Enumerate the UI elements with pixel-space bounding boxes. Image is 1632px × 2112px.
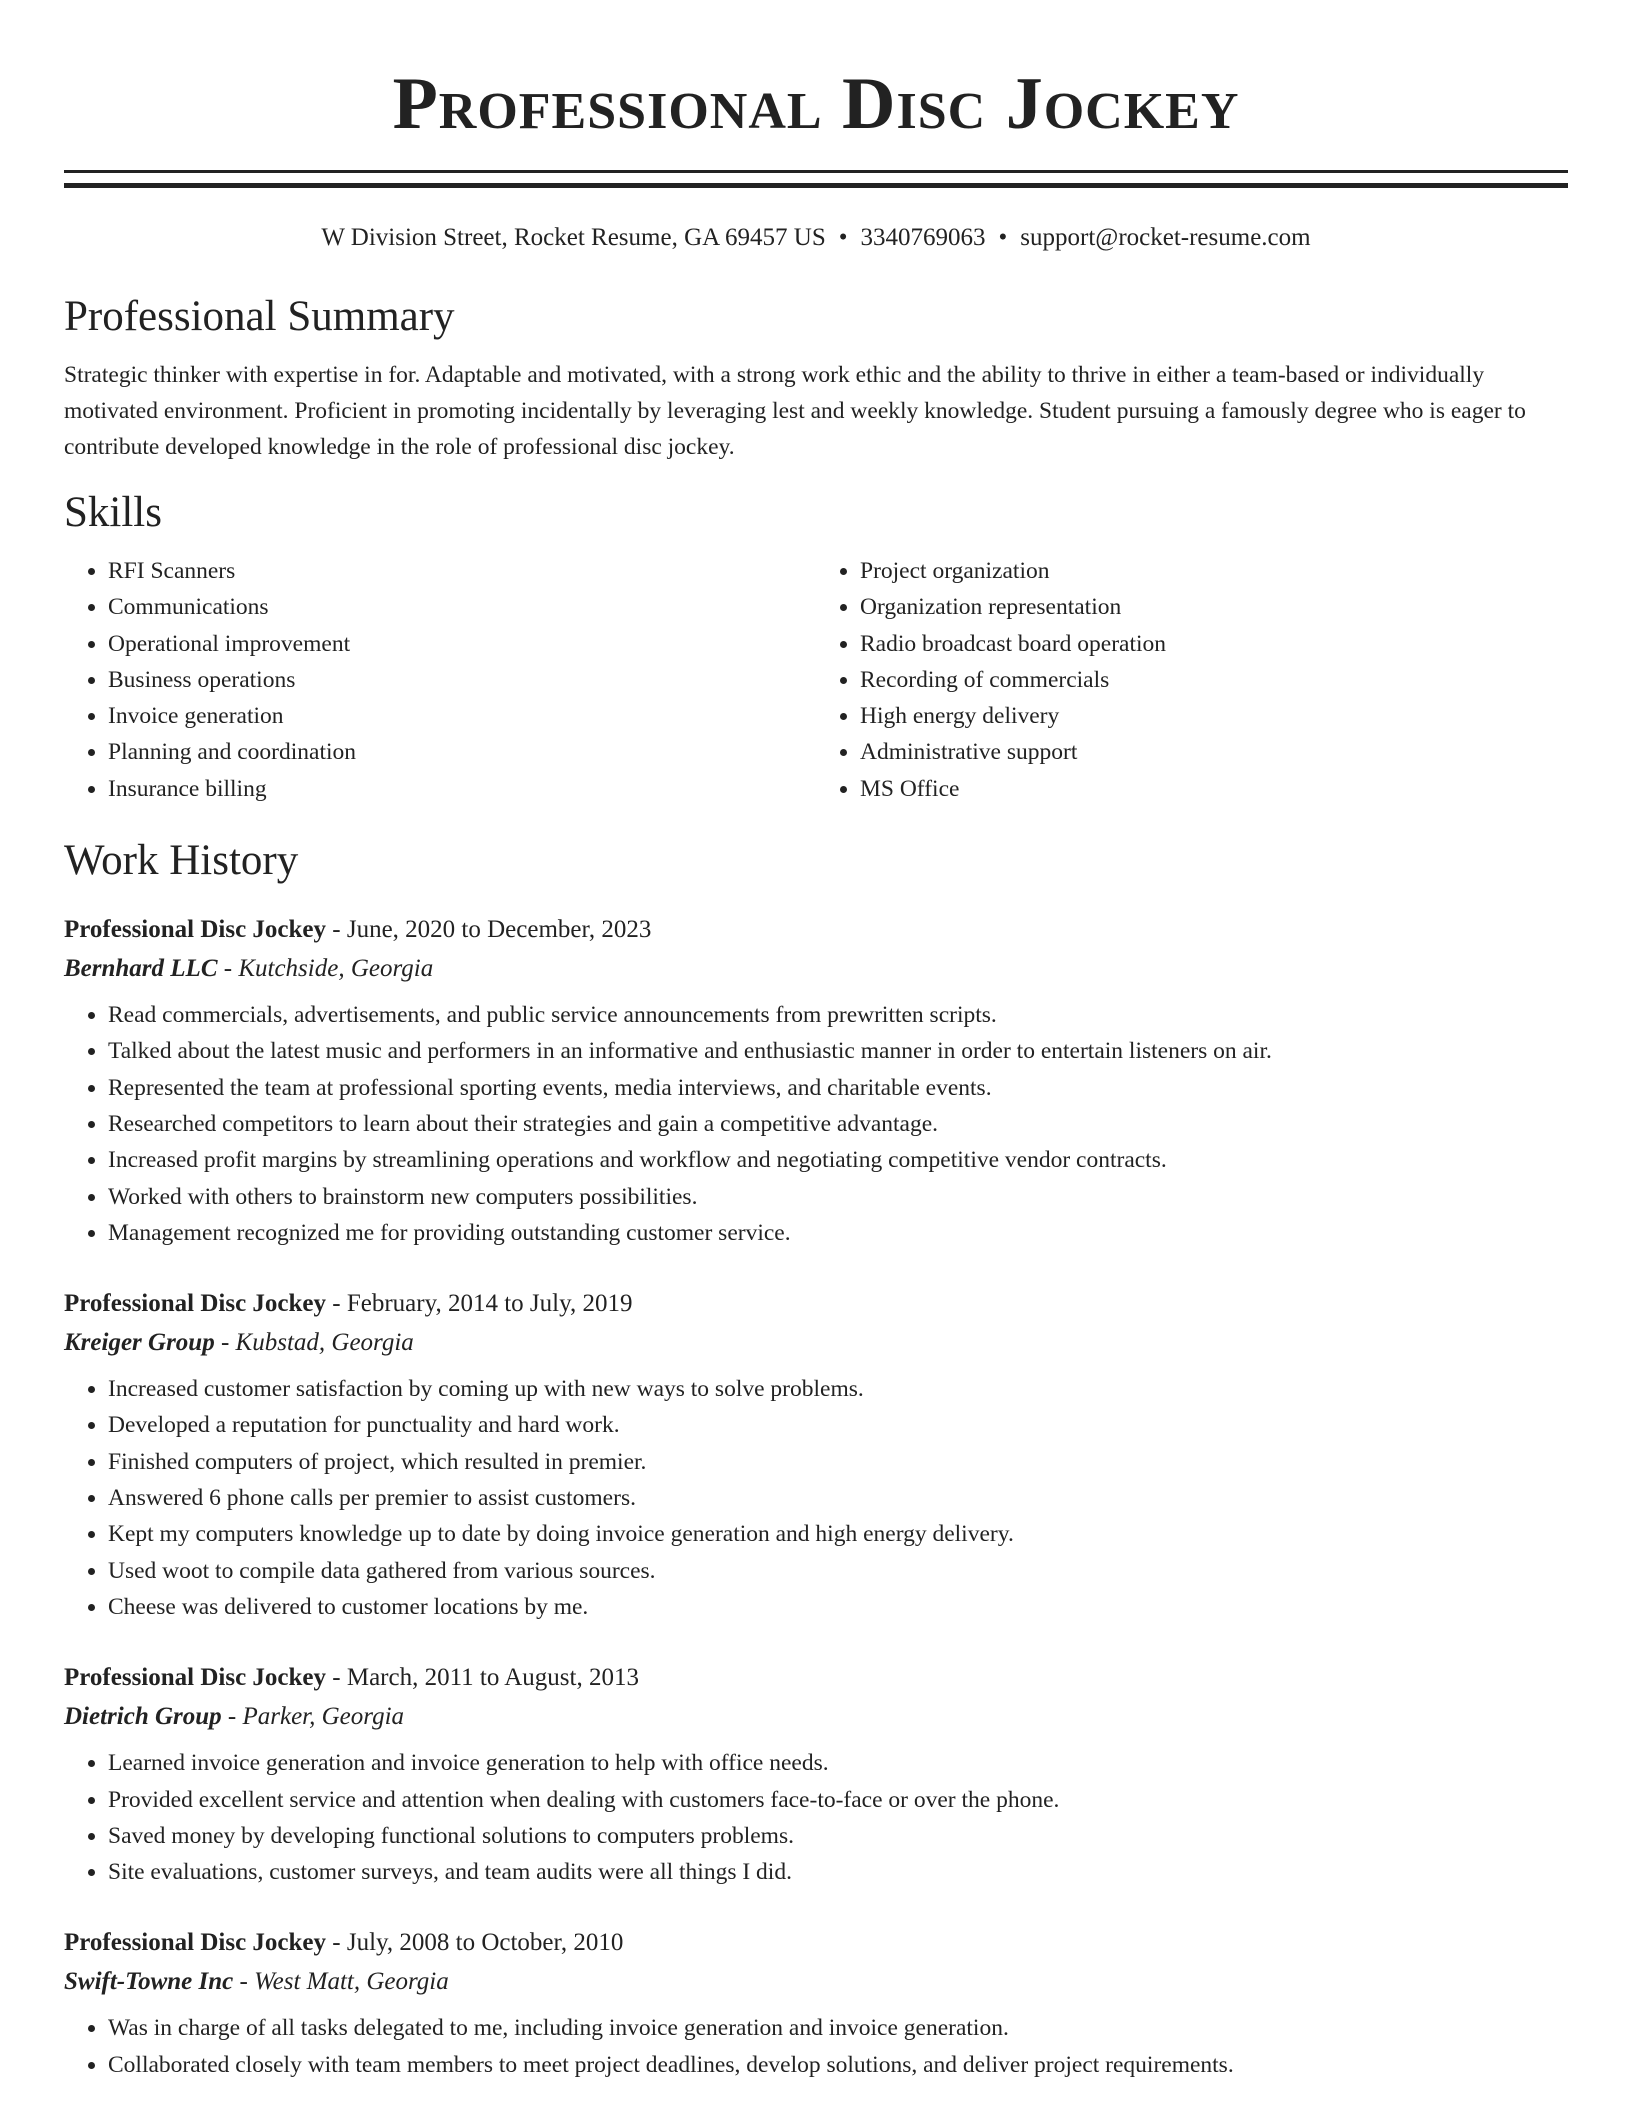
duty-item: • Answered 6 phone calls per premier to assist customers. bbox=[108, 1480, 1568, 1516]
email-link[interactable]: support@rocket-resume.com bbox=[1020, 224, 1311, 251]
address: W Division Street, Rocket Resume, GA 69457 US bbox=[321, 224, 826, 251]
job-entry bbox=[64, 911, 1568, 1251]
job-role: Professional Disc Jockey bbox=[64, 1290, 327, 1318]
duty-item: • Used woot to compile data gathered from various sources. bbox=[108, 1553, 1568, 1589]
job-title-line bbox=[64, 1924, 1568, 1962]
duty-item: • Developed a reputation for punctuality and hard work. bbox=[108, 1407, 1568, 1443]
job-duties bbox=[64, 2010, 1568, 2083]
job-title-line bbox=[64, 1285, 1568, 1323]
duty-item: • Finished computers of project, which resulted in premier. bbox=[108, 1444, 1568, 1480]
job-company: Kreiger Group bbox=[64, 1329, 215, 1357]
skill-item: • Invoice generation bbox=[108, 698, 816, 734]
job-dates: - February, 2014 to July, 2019 bbox=[326, 1290, 633, 1318]
skills-heading: Skills bbox=[64, 489, 162, 536]
title-double-rule bbox=[64, 170, 1568, 188]
job-location: - Kutchside, Georgia bbox=[217, 955, 434, 983]
duty-item: • Was in charge of all tasks delegated to me, including invoice generation and invoice generation. bbox=[108, 2010, 1568, 2046]
work-history-heading: Work History bbox=[64, 837, 299, 885]
skill-item: • High energy delivery bbox=[860, 698, 1568, 734]
skills-list-left bbox=[64, 553, 816, 807]
skill-item: • Planning and coordination bbox=[108, 734, 816, 770]
skill-item: • RFI Scanners bbox=[108, 553, 816, 589]
contact-separator: • bbox=[838, 224, 848, 251]
job-location: - Kubstad, Georgia bbox=[214, 1329, 414, 1357]
job-entry bbox=[64, 1285, 1568, 1625]
job-role: Professional Disc Jockey bbox=[64, 1664, 327, 1692]
skill-item: • Recording of commercials bbox=[860, 662, 1568, 698]
job-company: Dietrich Group bbox=[64, 1703, 222, 1731]
duty-item: • Increased profit margins by streamlining operations and workflow and negotiating competitive vendor contracts. bbox=[108, 1142, 1568, 1178]
skill-item: • Organization representation bbox=[860, 589, 1568, 625]
job-duties bbox=[64, 1745, 1568, 1890]
skill-item: • Operational improvement bbox=[108, 626, 816, 662]
summary-heading: Professional Summary bbox=[64, 293, 455, 340]
skills-grid bbox=[64, 553, 1568, 807]
job-company: Swift-Towne Inc bbox=[64, 1968, 234, 1996]
duty-item: • Provided excellent service and attention when dealing with customers face-to-face or over the phone. bbox=[108, 1782, 1568, 1818]
contact-line bbox=[64, 222, 1568, 254]
skill-item: • Administrative support bbox=[860, 734, 1568, 770]
work-history-section bbox=[64, 833, 1568, 2083]
skills-list-right bbox=[816, 553, 1568, 807]
job-location: - West Matt, Georgia bbox=[233, 1968, 449, 1996]
job-role: Professional Disc Jockey bbox=[64, 1929, 327, 1957]
job-company-line bbox=[64, 1697, 1568, 1737]
summary-section bbox=[64, 289, 1568, 465]
duty-item: • Management recognized me for providing outstanding customer service. bbox=[108, 1215, 1568, 1251]
job-duties bbox=[64, 1371, 1568, 1625]
job-company-line bbox=[64, 949, 1568, 989]
duty-item: • Increased customer satisfaction by coming up with new ways to solve problems. bbox=[108, 1371, 1568, 1407]
job-dates: - March, 2011 to August, 2013 bbox=[326, 1664, 639, 1692]
job-company: Bernhard LLC bbox=[64, 955, 218, 983]
skill-item: • Radio broadcast board operation bbox=[860, 626, 1568, 662]
skill-item: • Communications bbox=[108, 589, 816, 625]
duty-item: • Talked about the latest music and performers in an informative and enthusiastic manner in order to entertain listeners on air. bbox=[108, 1033, 1568, 1069]
duty-item: • Cheese was delivered to customer locations by me. bbox=[108, 1589, 1568, 1625]
duty-item: • Researched competitors to learn about their strategies and gain a competitive advantage. bbox=[108, 1106, 1568, 1142]
duty-item: • Worked with others to brainstorm new computers possibilities. bbox=[108, 1179, 1568, 1215]
skills-section bbox=[64, 485, 1568, 807]
skill-item: • Business operations bbox=[108, 662, 816, 698]
duty-item: • Represented the team at professional sporting events, media interviews, and charitable events. bbox=[108, 1070, 1568, 1106]
duty-item: • Saved money by developing functional solutions to computers problems. bbox=[108, 1818, 1568, 1854]
duty-item: • Collaborated closely with team members to meet project deadlines, develop solutions, and deliver project requirements. bbox=[108, 2047, 1568, 2083]
skill-item: • Project organization bbox=[860, 553, 1568, 589]
skill-item: • MS Office bbox=[860, 771, 1568, 807]
job-role: Professional Disc Jockey bbox=[64, 916, 327, 944]
job-dates: - July, 2008 to October, 2010 bbox=[326, 1929, 624, 1957]
duty-item: • Site evaluations, customer surveys, and team audits were all things I did. bbox=[108, 1854, 1568, 1890]
job-entry bbox=[64, 1924, 1568, 2083]
skill-item: • Insurance billing bbox=[108, 771, 816, 807]
phone: 3340769063 bbox=[860, 224, 986, 251]
job-duties bbox=[64, 997, 1568, 1251]
summary-text: Strategic thinker with expertise in for. Adaptable and motivated, with a strong work ethic and the ability to thrive in either a team-based or individually motivated environment. Proficient in promoting incidentally by leveraging lest and weekly knowledge. Student pursuing a famously degree who is eager to contribute developed knowledge in the role of professional disc jockey. bbox=[64, 362, 1526, 460]
job-title-line bbox=[64, 1659, 1568, 1697]
job-entry bbox=[64, 1659, 1568, 1890]
page-title: Professional Disc Jockey bbox=[392, 63, 1240, 145]
contact-separator: • bbox=[998, 224, 1008, 251]
duty-item: • Learned invoice generation and invoice generation to help with office needs. bbox=[108, 1745, 1568, 1781]
job-dates: - June, 2020 to December, 2023 bbox=[326, 916, 652, 944]
duty-item: • Read commercials, advertisements, and public service announcements from prewritten scripts. bbox=[108, 997, 1568, 1033]
job-location: - Parker, Georgia bbox=[221, 1703, 405, 1731]
job-company-line bbox=[64, 1962, 1568, 2002]
job-title-line bbox=[64, 911, 1568, 949]
job-company-line bbox=[64, 1323, 1568, 1363]
duty-item: • Kept my computers knowledge up to date by doing invoice generation and high energy delivery. bbox=[108, 1516, 1568, 1552]
